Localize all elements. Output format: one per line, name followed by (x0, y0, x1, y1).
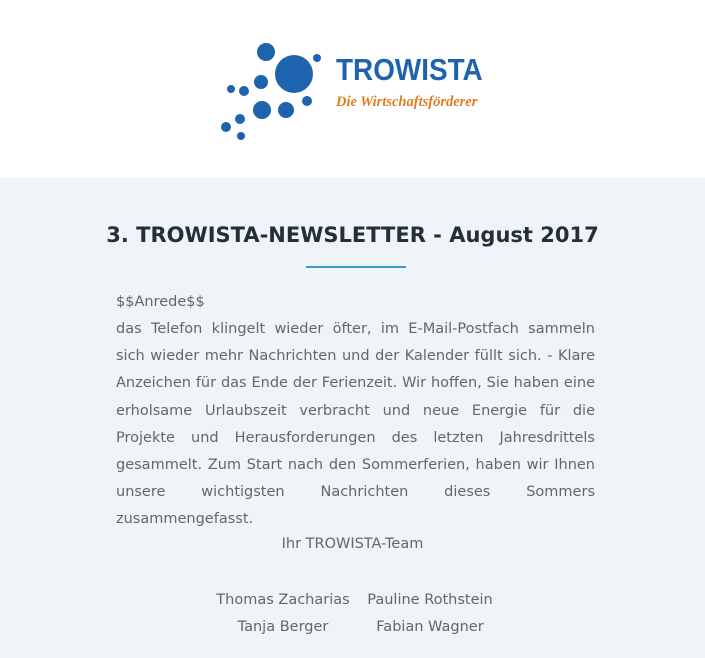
signature-name: Pauline Rothstein (367, 592, 493, 608)
intro-paragraph: das Telefon klingelt wieder öfter, im E-Mail-Postfach sammeln sich wieder mehr Nachrichten und der Kalender füllt sich. - Klare Anzeichen für das Ende der Ferienzeit. Wir hoffen, Sie haben eine erholsame Urlaubszeit verbracht und neue Energie für die Projekte und Herausforderungen des letzten Jahresdrittels gesammelt. Zum Start nach den Sommerferien, haben wir Ihnen unsere wichtigsten Nachrichten dieses Sommers zusammengefasst. (116, 321, 595, 528)
title-divider (306, 266, 406, 268)
signature-name: Thomas Zacharias (216, 592, 350, 608)
newsletter-title: 3. TROWISTA-NEWSLETTER - August 2017 (106, 223, 599, 247)
team-signoff: Ihr TROWISTA-Team (281, 536, 424, 552)
newsletter-header (0, 0, 705, 178)
trowista-logo[interactable] (214, 38, 504, 148)
dots-logo-icon (214, 38, 334, 148)
logo-tagline: Die Wirtschaftsförderer (336, 94, 478, 110)
signature-name: Tanja Berger (237, 619, 329, 635)
salutation-placeholder: $$Anrede$$ (116, 294, 205, 310)
signature-name: Fabian Wagner (376, 619, 484, 635)
newsletter-content (0, 178, 705, 658)
logo-wordmark: TROWISTA (336, 52, 483, 87)
